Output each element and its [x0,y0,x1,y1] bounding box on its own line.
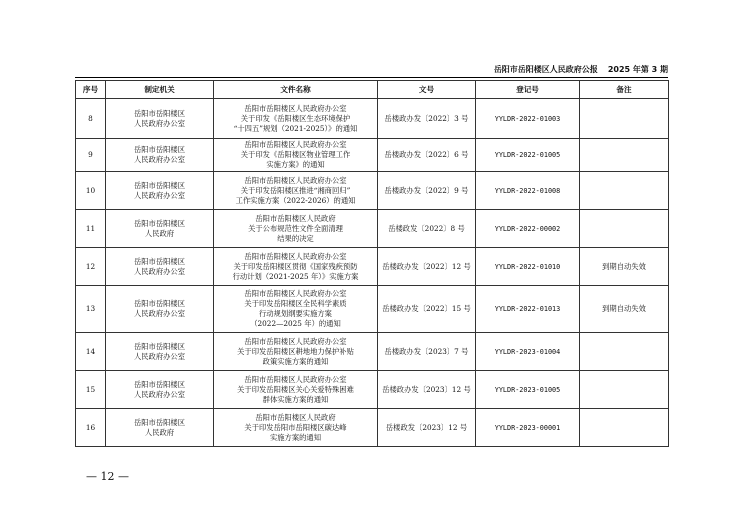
cell-seq: 8 [76,99,106,139]
cell-note: 到期自动失效 [580,286,669,333]
title-line: 关于公布规范性文件全面清理 [248,223,343,233]
title-line: 岳阳市岳阳楼区人民政府办公室 [244,336,347,346]
cell-seq: 13 [76,286,106,333]
header-rule [75,77,668,78]
title-line: 工作实施方案（2022-2026）的通知 [235,195,356,205]
page-header [75,64,668,76]
cell-note [580,333,669,371]
cell-seq: 12 [76,248,106,286]
cell-title [214,99,378,139]
cell-title [214,409,378,447]
title-line: 行动规划纲要实施方案 [259,309,332,318]
cell-reg-no: YYLDR-2022-00002 [476,210,580,248]
title-line: 关于印发岳阳楼区推进“湘商回归” [240,185,351,195]
cell-note [580,409,669,447]
cell-reg-no: YYLDR-2022-01010 [476,248,580,286]
cell-note [580,371,669,409]
cell-seq: 9 [76,139,106,172]
title-line: 岳阳市岳阳楼区人民政府办公室 [244,251,347,261]
agency-line: 人民政府办公室 [133,118,186,128]
agency-line: 人民政府 [144,228,175,238]
title-line: 群体实施方案的通知 [262,394,329,404]
agency-line: 岳阳市岳阳楼区 [133,417,186,427]
cell-title [214,286,378,333]
agency-line: 岳阳市岳阳楼区 [133,180,186,190]
table-row [76,371,669,409]
agency-line: 岳阳市岳阳楼区 [133,145,186,154]
agency-line: 人民政府办公室 [133,266,186,276]
agency-line: 岳阳市岳阳楼区 [133,256,186,266]
agency-line: 人民政府办公室 [133,351,186,361]
title-line: 行动计划（2021-2025 年）》实施方案 [232,271,359,281]
cell-agency [106,409,214,447]
cell-doc-no: 岳楼政发〔2022〕8 号 [378,210,476,248]
cell-doc-no: 岳楼政发〔2023〕12 号 [378,409,476,447]
document-registry-table [75,80,669,447]
agency-line: 岳阳市岳阳楼区 [133,341,186,351]
column-header-reg-no: 登记号 [476,81,580,99]
title-line: 关于印发岳阳楼区耕地地力保护补贴 [237,346,354,356]
table-row [76,99,669,139]
agency-line: 人民政府办公室 [133,190,186,200]
agency-line: 岳阳市岳阳楼区 [133,218,186,228]
table-row [76,210,669,248]
cell-note: 到期自动失效 [580,248,669,286]
table-row [76,172,669,210]
cell-title [214,248,378,286]
title-line: “十四五”规划（2021-2025）》的通知 [233,123,358,133]
agency-line: 人民政府 [144,427,175,437]
cell-title [214,139,378,172]
cell-agency [106,286,214,333]
cell-doc-no: 岳楼政办发〔2023〕7 号 [378,333,476,371]
title-line: 岳阳市岳阳楼区人民政府办公室 [244,140,347,149]
cell-agency [106,172,214,210]
title-line: 政策实施方案的通知 [262,356,329,366]
cell-seq: 14 [76,333,106,371]
cell-agency [106,139,214,172]
cell-doc-no: 岳楼政办发〔2022〕9 号 [378,172,476,210]
agency-line: 岳阳市岳阳楼区 [133,379,186,389]
title-line: 关于印发岳阳楼区全民科学素质 [244,299,347,308]
issue-number: 2025 年第 3 期 [607,65,668,74]
cell-note [580,139,669,172]
cell-reg-no: YYLDR-2023-01004 [476,333,580,371]
title-line: 关于印发《岳阳楼区生态环境保护 [240,113,351,123]
title-line: 岳阳市岳阳楼区人民政府办公室 [244,374,347,384]
page-number: — 12 — [86,470,129,483]
column-header-title: 文件名称 [214,81,378,99]
table-row [76,286,669,333]
publication-title: 岳阳市岳阳楼区人民政府公报 [493,65,598,74]
cell-title [214,371,378,409]
column-header-agency: 制定机关 [106,81,214,99]
cell-title [214,333,378,371]
column-header-doc-no: 文号 [378,81,476,99]
cell-reg-no: YYLDR-2022-01005 [476,139,580,172]
title-line: 实施方案的通知 [269,432,322,442]
cell-agency [106,333,214,371]
title-line: 关于印发《岳阳楼区物业管理工作 [240,150,351,159]
title-line: 岳阳市岳阳楼区人民政府办公室 [244,103,347,113]
table-row [76,333,669,371]
agency-line: 岳阳市岳阳楼区 [133,299,186,308]
agency-line: 人民政府办公室 [133,309,186,318]
cell-reg-no: YYLDR-2023-00001 [476,409,580,447]
cell-doc-no: 岳楼政办发〔2022〕15 号 [378,286,476,333]
cell-seq: 10 [76,172,106,210]
title-line: 岳阳市岳阳楼区人民政府办公室 [244,175,347,185]
title-line: 岳阳市岳阳楼区人民政府 [255,213,336,223]
title-line: 关于印发岳阳楼区关心关爱特殊困难 [237,384,354,394]
title-line: 结果的决定 [277,233,314,243]
cell-agency [106,248,214,286]
title-line: 关于印发岳阳市岳阳楼区碳达峰 [244,422,347,432]
table-body [76,99,669,447]
cell-doc-no: 岳楼政办发〔2022〕3 号 [378,99,476,139]
cell-note [580,99,669,139]
column-header-seq: 序号 [76,81,106,99]
table-row [76,139,669,172]
cell-reg-no: YYLDR-2022-01013 [476,286,580,333]
cell-reg-no: YYLDR-2022-01008 [476,172,580,210]
cell-seq: 15 [76,371,106,409]
cell-agency [106,210,214,248]
agency-line: 岳阳市岳阳楼区 [133,108,186,118]
column-header-note: 备注 [580,81,669,99]
cell-agency [106,371,214,409]
agency-line: 人民政府办公室 [133,155,186,164]
agency-line: 人民政府办公室 [133,389,186,399]
cell-title [214,172,378,210]
cell-note [580,210,669,248]
cell-title [214,210,378,248]
cell-doc-no: 岳楼政办发〔2022〕6 号 [378,139,476,172]
cell-doc-no: 岳楼政办发〔2023〕12 号 [378,371,476,409]
title-line: （2022—2025 年）的通知 [250,319,341,328]
cell-seq: 16 [76,409,106,447]
table-header-row [76,81,669,99]
title-line: 实施方案》的通知 [266,160,325,169]
table-row [76,409,669,447]
cell-reg-no: YYLDR-2023-01005 [476,371,580,409]
cell-agency [106,99,214,139]
table-row [76,248,669,286]
cell-note [580,172,669,210]
title-line: 岳阳市岳阳楼区人民政府办公室 [244,289,347,298]
title-line: 岳阳市岳阳楼区人民政府 [255,412,336,422]
cell-doc-no: 岳楼政办发〔2022〕12 号 [378,248,476,286]
cell-reg-no: YYLDR-2022-01003 [476,99,580,139]
cell-seq: 11 [76,210,106,248]
title-line: 关于印发岳阳楼区贯彻《国家残疾预防 [233,261,358,271]
